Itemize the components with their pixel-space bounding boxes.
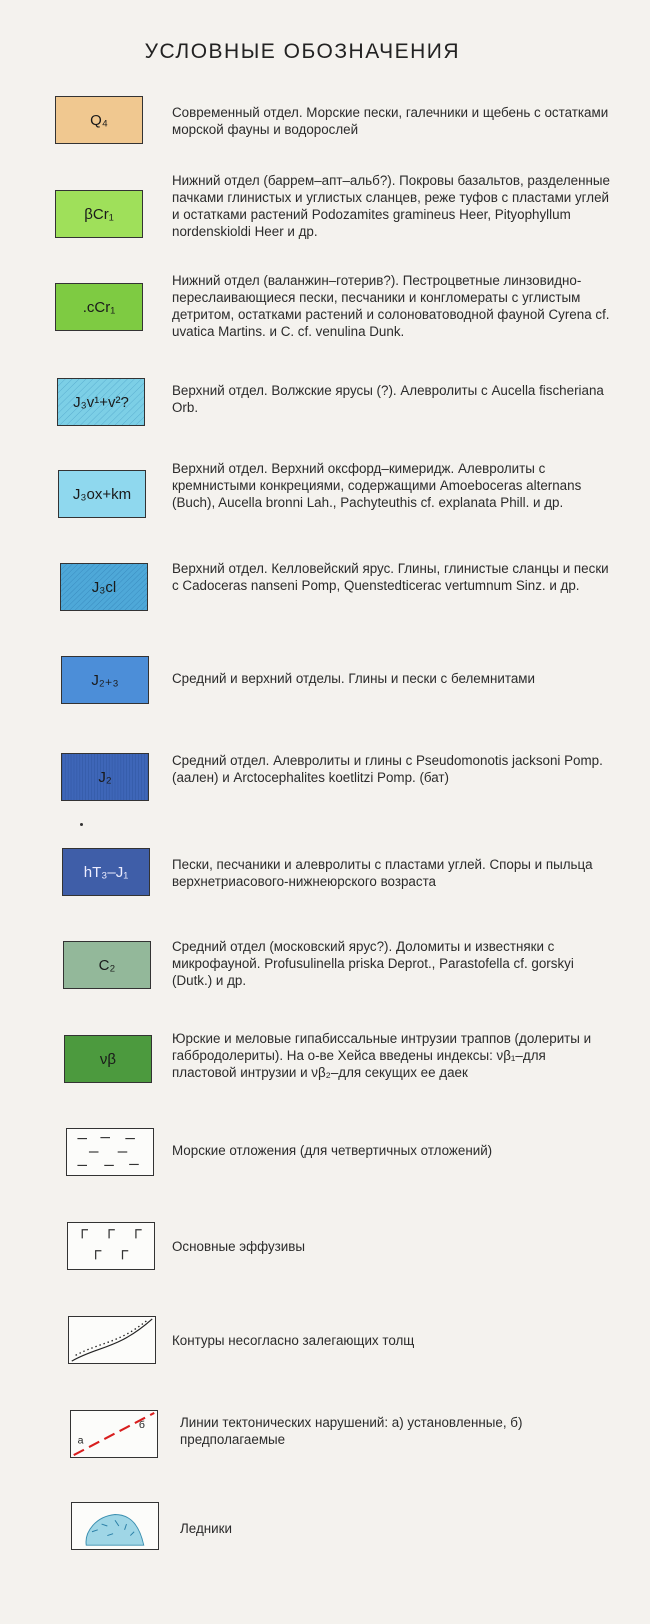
legend-title: УСЛОВНЫЕ ОБОЗНАЧЕНИЯ [144, 40, 460, 63]
fault-label-a: а [77, 1434, 84, 1447]
legend-index: C₂ [98, 956, 116, 974]
legend-index: .cCr₁ [82, 298, 116, 316]
legend-index: J₃v¹+v²? [73, 393, 129, 411]
stray-dot [80, 823, 83, 826]
legend-index: βCr₁ [84, 205, 114, 223]
legend-description: Верхний отдел. Верхний оксфорд–кимеридж. Алевролиты с кремнистыми конкрециями, содержащими Amoeboceras alternans (Buch), Aucella bronni Lah., Pachyteuthis cf. explanata Phill. и др. [172, 461, 582, 510]
legend-swatch-q4 [55, 96, 143, 144]
fault-line-icon [71, 1411, 157, 1457]
legend-swatch-effusives [67, 1222, 155, 1270]
legend-description: Основные эффузивы [172, 1239, 306, 1254]
legend-swatch-ht3-j1 [62, 848, 150, 896]
legend-index: νβ [99, 1050, 117, 1068]
legend-description: Верхний отдел. Волжские ярусы (?). Алевролиты с Aucella fischeriana Orb. [172, 383, 604, 415]
fault-label-b: б [138, 1419, 145, 1432]
legend-description: Средний отдел (московский ярус?). Доломиты и известняки с микрофауной. Profusulinella priska Deprot., Parastofella cf. gorskyi (Dutk.) и др. [172, 939, 574, 988]
dash-pattern-icon [67, 1129, 153, 1175]
legend-swatch-marine [66, 1128, 154, 1176]
legend-swatch-ccr1 [55, 283, 143, 331]
legend-swatch-j3v [57, 378, 145, 426]
legend-swatch-c2 [63, 941, 151, 989]
legend-swatch-j3cl [60, 563, 148, 611]
legend-index: hT₃–J₁ [83, 863, 129, 881]
legend-description: Юрские и меловые гипабиссальные интрузии траппов (долериты и габбродолериты). На о-ве Хейса введены индексы: νβ₁–для пластовой интрузии и νβ₂–для секущих ее даек [172, 1031, 592, 1080]
legend-swatch-contours [68, 1316, 156, 1364]
legend-index: Q₄ [90, 111, 108, 129]
legend-description: Нижний отдел (баррем–апт–альб?). Покровы базальтов, разделенные пачками глинистых и углистых сланцев, реже туфов с пластами углей и остатками растений Podozamites gramineus Heer, Pityophyllum nordenskioldi Heer и др. [172, 173, 610, 239]
legend-swatch-nb [64, 1035, 152, 1083]
legend-description: Средний отдел. Алевролиты и глины с Pseudomonotis jacksoni Pomp. (аален) и Arctocephalites koetlitzi Pomp. (бат) [172, 753, 603, 785]
unconformity-line-icon [69, 1317, 155, 1363]
legend-swatch-j2 [61, 753, 149, 801]
legend-swatch-glaciers [71, 1502, 159, 1550]
legend-description: Нижний отдел (валанжин–готерив?). Пестроцветные линзовидно-переслаивающиеся пески, песчаники и конгломераты с углистым детритом, остатками растений и солоноватоводной фауной Cyrena cf. uvatica Martins. и C. cf. venulina Dunk. [172, 273, 610, 339]
legend-swatch-bcr1 [55, 190, 143, 238]
legend-swatch-faults [70, 1410, 158, 1458]
legend-index: J₃ox+km [72, 485, 132, 503]
glacier-icon [72, 1503, 158, 1549]
legend-index: J₂ [98, 768, 112, 786]
legend-swatch-j2-3 [61, 656, 149, 704]
legend-description: Линии тектонических нарушений: а) установленные, б) предполагаемые [180, 1415, 523, 1447]
legend-description: Верхний отдел. Келловейский ярус. Глины, глинистые сланцы и пески с Cadoceras nanseni Pomp, Quenstedticerac vertumnum Sinz. и др. [172, 561, 609, 593]
legend-description: Морские отложения (для четвертичных отложений) [172, 1143, 493, 1158]
legend-index: J₂₊₃ [91, 672, 119, 689]
legend-description: Контуры несогласно залегающих толщ [172, 1333, 415, 1348]
legend-swatch-j3ox-km [58, 470, 146, 518]
legend-description: Пески, песчаники и алевролиты с пластами углей. Споры и пыльца верхнетриасового-нижнеюрского возраста [172, 857, 593, 889]
legend-index: J₃cl [91, 578, 117, 596]
legend-description: Ледники [180, 1521, 232, 1536]
legend-description: Современный отдел. Морские пески, галечники и щебень с остатками морской фауны и водорослей [172, 105, 609, 137]
gamma-pattern-icon [68, 1223, 154, 1269]
legend-description: Средний и верхний отделы. Глины и пески с белемнитами [172, 671, 535, 686]
